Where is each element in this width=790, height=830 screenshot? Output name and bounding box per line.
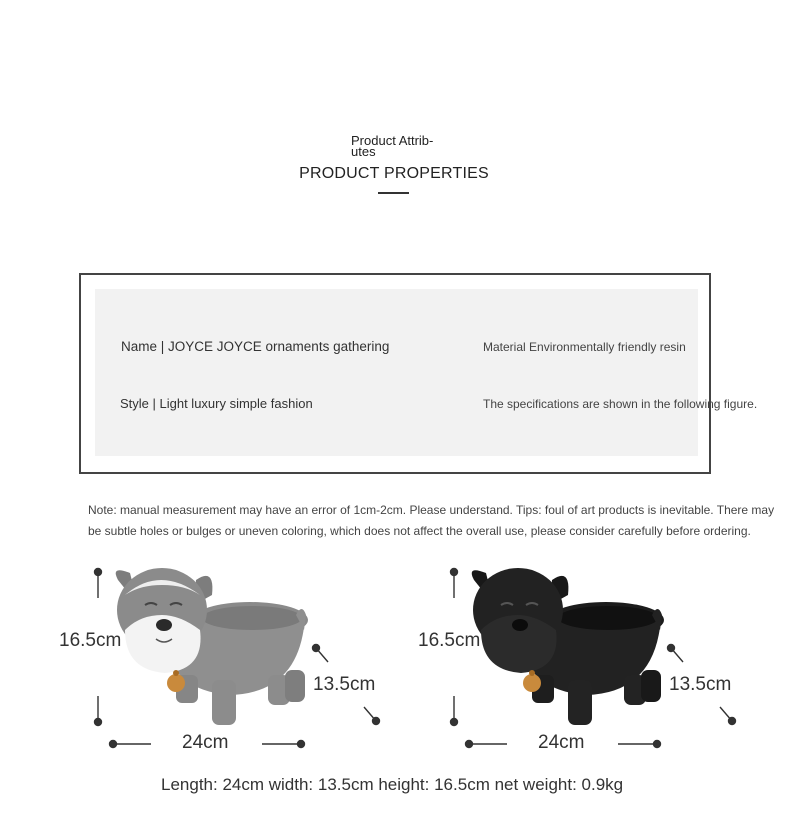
measurement-note: Note: manual measurement may have an error of 1cm-2cm. Please understand. Tips: foul of art products is inevitable. There may be subtle holes or bulges or uneven coloring, which does not affect the overall use, please consider carefully before ordering. (88, 503, 775, 538)
product-figure (0, 555, 790, 755)
title-underline (378, 192, 409, 194)
width-label-grey: 13.5cm (313, 674, 376, 695)
length-label-grey: 24cm (182, 732, 229, 753)
property-material: Material Environmentally friendly resin (483, 340, 686, 354)
height-label-black: 16.5cm (418, 630, 481, 651)
black-dog-tray-image (472, 568, 664, 725)
grey-dog-tray-image (116, 568, 308, 725)
specs-caption: Length: 24cm width: 13.5cm height: 16.5cm net weight: 0.9kg (161, 775, 624, 794)
property-name: Name | JOYCE JOYCE ornaments gathering (121, 339, 390, 354)
properties-panel (95, 289, 698, 456)
section-subtitle: Product Attrib-utes (351, 133, 434, 159)
width-label-black: 13.5cm (669, 674, 732, 695)
property-style: Style | Light luxury simple fashion (120, 396, 313, 411)
section-title: PRODUCT PROPERTIES (299, 165, 489, 182)
dimension-drawing (0, 555, 790, 755)
height-label-grey: 16.5cm (59, 630, 122, 651)
length-label-black: 24cm (538, 732, 585, 753)
property-specs: The specifications are shown in the following figure. (483, 397, 758, 411)
